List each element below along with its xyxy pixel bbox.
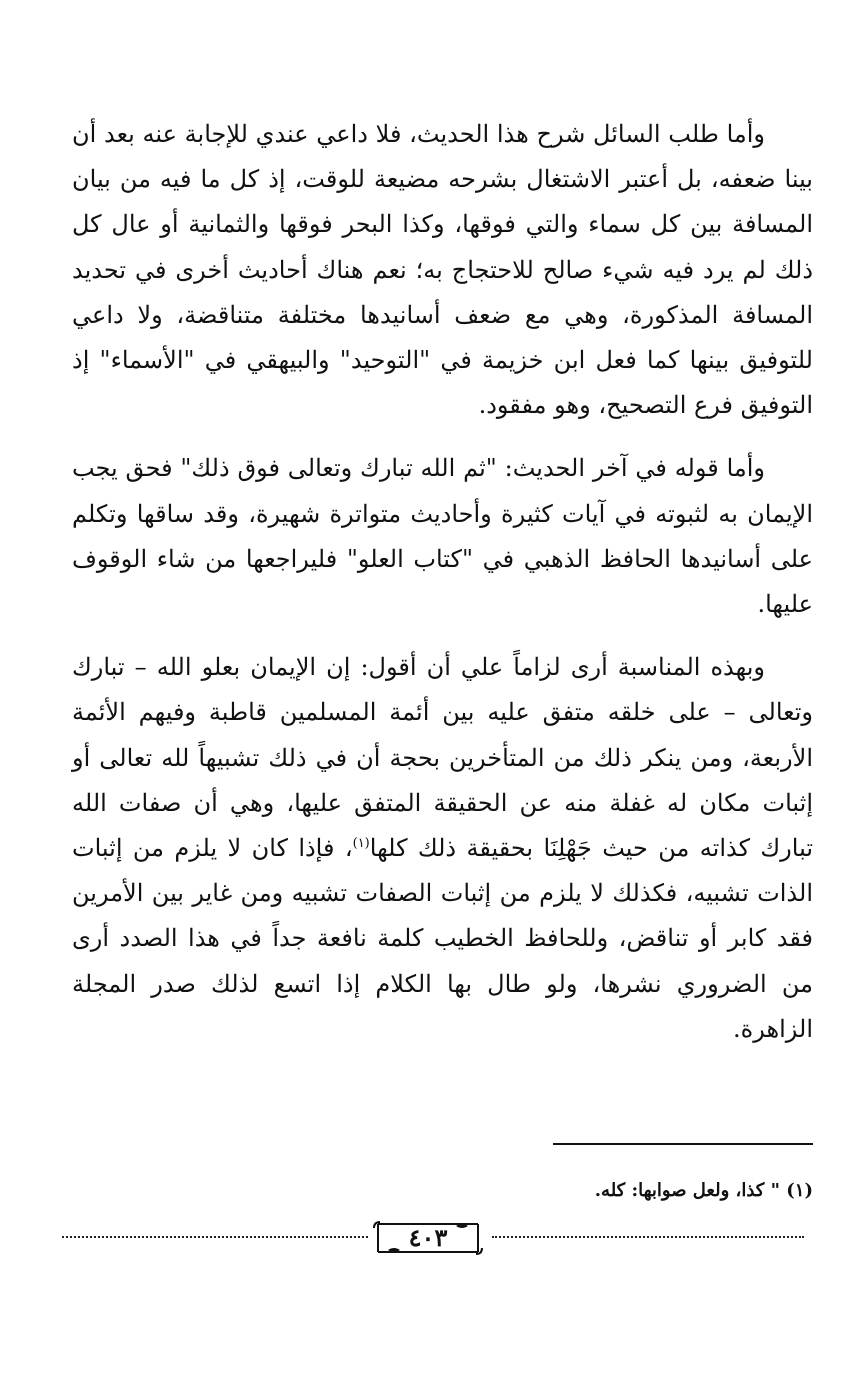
body-text xyxy=(72,112,813,1052)
paragraph-3-after-ref: ، فإذا كان لا يلزم من إثبات الذات تشبيه، فكذلك لا يلزم من إثبات الصفات تشبيه ومن غاير بين الأمرين فقد كابر أو تناقض، وللحافظ الخطيب كلمة نافعة جداً في هذا الصدد أرى من الضروري نشرها، ولو طال بها الكلام إذا اتسع لذلك صدر المجلة الزاهرة. xyxy=(72,834,813,1043)
paragraph-3-before-ref: وبهذه المناسبة أرى لزاماً علي أن أقول: إن الإيمان بعلو الله – تبارك وتعالى – على خلقه متفق عليه بين أئمة المسلمين قاطبة وفيهم الأئمة الأربعة، ومن ينكر ذلك من المتأخرين بحجة أن في ذلك تشبيهاً لله تعالى أو إثبات مكان له غفلة منه عن الحقيقة المتفق عليها، وهي أن صفات الله تبارك كذاته من حيث جَهْلِنَا بحقيقة ذلك كلها xyxy=(72,653,813,863)
dotted-rule-right xyxy=(492,1236,804,1238)
dotted-rule-left xyxy=(62,1236,368,1238)
footnote-text: (١) " كذا، ولعل صوابها: كله. xyxy=(594,1180,813,1201)
page-number-frame xyxy=(372,1220,484,1256)
paragraph-3 xyxy=(72,645,813,1052)
footnote-divider xyxy=(553,1143,813,1145)
footnote-reference: (١) xyxy=(352,836,370,852)
paragraph-2: وأما قوله في آخر الحديث: "ثم الله تبارك وتعالى فوق ذلك" فحق يجب الإيمان به لثبوته في آيات كثيرة وأحاديث متواترة شهيرة، وقد ساقها وتكلم على أسانيدها الحافظ الذهبي في "كتاب العلو" فليراجعها من شاء الوقوف عليها. xyxy=(72,454,814,619)
paragraph-1: وأما طلب السائل شرح هذا الحديث، فلا داعي عندي للإجابة عنه بعد أن بينا ضعفه، بل أعتبر الاشتغال بشرحه مضيعة للوقت، إذ كل ما فيه من بيان المسافة بين كل سماء والتي فوقها، وكذا البحر فوقها والثمانية أو عال كل ذلك لم يرد فيه شيء صالح للاحتجاج به؛ نعم هناك أحاديث أخرى في تحديد المسافة المذكورة، وهي مع ضعف أسانيدها مختلفة متناقضة، ولا داعي للتوفيق بينها كما فعل ابن خزيمة في "التوحيد" والبيهقي في "الأسماء" إذ التوفيق فرع التصحيح، وهو مفقود. xyxy=(72,120,814,420)
page-number: ٤٠٣ xyxy=(408,1223,448,1252)
